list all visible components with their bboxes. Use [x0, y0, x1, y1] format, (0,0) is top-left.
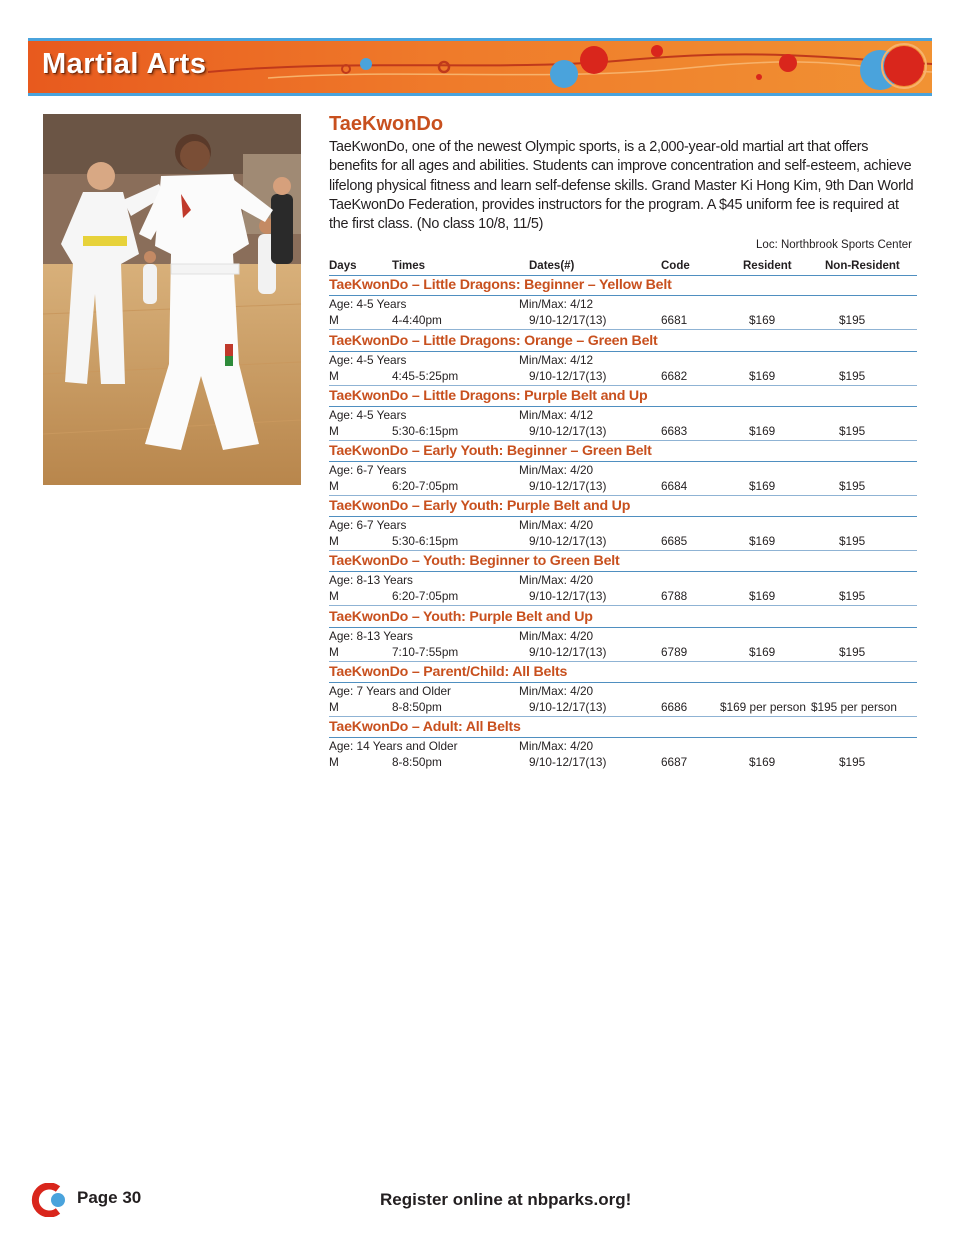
- course-entry: [329, 552, 917, 607]
- course-dates: 9/10-12/17(13): [529, 534, 607, 549]
- circle-decoration: [756, 74, 762, 80]
- course-entry: [329, 442, 917, 497]
- course-title: TaeKwonDo – Youth: Purple Belt and Up: [329, 608, 917, 628]
- photo-illustration: [43, 114, 301, 485]
- course-entry: [329, 332, 917, 387]
- course-time: 4-4:40pm: [392, 313, 442, 328]
- course-time: 4:45-5:25pm: [392, 368, 459, 383]
- course-title: TaeKwonDo – Little Dragons: Purple Belt and Up: [329, 387, 917, 407]
- column-resident: Resident: [743, 260, 792, 273]
- circle-decoration: [651, 45, 663, 57]
- course-day: M: [329, 699, 339, 714]
- course-entry: [329, 718, 917, 773]
- course-age: Age: 7 Years and Older: [329, 683, 451, 698]
- course-nonresident-fee: $195: [839, 754, 866, 769]
- column-code: Code: [661, 260, 690, 273]
- course-nonresident-fee: $195 per person: [811, 699, 897, 714]
- course-dates: 9/10-12/17(13): [529, 479, 607, 494]
- course-nonresident-fee: $195: [839, 479, 866, 494]
- location-label: Loc: Northbrook Sports Center: [756, 239, 912, 252]
- course-code: 6686: [661, 699, 688, 714]
- course-time: 5:30-6:15pm: [392, 534, 459, 549]
- row-divider: [329, 716, 917, 717]
- course-resident-fee: $169 per person: [720, 699, 806, 714]
- course-title: TaeKwonDo – Youth: Beginner to Green Belt: [329, 552, 917, 572]
- course-resident-fee: $169: [749, 423, 776, 438]
- course-title: TaeKwonDo – Adult: All Belts: [329, 718, 917, 738]
- course-resident-fee: $169: [749, 368, 776, 383]
- course-age: Age: 4-5 Years: [329, 352, 407, 367]
- row-divider: [329, 329, 917, 330]
- course-nonresident-fee: $195: [839, 644, 866, 659]
- banner-bottom-stripe: [28, 93, 932, 96]
- course-nonresident-fee: $195: [839, 313, 866, 328]
- course-age: Age: 14 Years and Older: [329, 738, 458, 753]
- course-entry: [329, 497, 917, 552]
- course-code: 6687: [661, 754, 688, 769]
- row-divider: [329, 605, 917, 606]
- course-resident-fee: $169: [749, 754, 776, 769]
- register-online-text: Register online at nbparks.org!: [380, 1190, 632, 1209]
- course-time: 5:30-6:15pm: [392, 423, 459, 438]
- course-age: Age: 8-13 Years: [329, 573, 413, 588]
- course-age: Age: 4-5 Years: [329, 297, 407, 312]
- course-title: TaeKwonDo – Little Dragons: Orange – Green Belt: [329, 332, 917, 352]
- row-divider: [329, 550, 917, 551]
- course-day: M: [329, 534, 339, 549]
- circle-decoration: [439, 62, 449, 72]
- course-dates: 9/10-12/17(13): [529, 368, 607, 383]
- taekwondo-photo: [43, 114, 301, 485]
- column-dates: Dates(#): [529, 260, 575, 273]
- course-code: 6682: [661, 368, 688, 383]
- row-divider: [329, 661, 917, 662]
- page-number: Page 30: [77, 1188, 142, 1207]
- circle-decoration: [580, 46, 608, 74]
- course-title: TaeKwonDo – Early Youth: Purple Belt and Up: [329, 497, 917, 517]
- course-minmax: Min/Max: 4/20: [519, 628, 594, 643]
- course-entry: [329, 663, 917, 718]
- course-day: M: [329, 423, 339, 438]
- course-code: 6789: [661, 644, 688, 659]
- course-code: 6681: [661, 313, 688, 328]
- course-nonresident-fee: $195: [839, 423, 866, 438]
- course-resident-fee: $169: [749, 644, 776, 659]
- section-banner: [28, 38, 932, 96]
- course-title: TaeKwonDo – Early Youth: Beginner – Green Belt: [329, 442, 917, 462]
- course-code: 6683: [661, 423, 688, 438]
- course-title: TaeKwonDo – Parent/Child: All Belts: [329, 663, 917, 683]
- course-resident-fee: $169: [749, 313, 776, 328]
- course-dates: 9/10-12/17(13): [529, 699, 607, 714]
- course-day: M: [329, 589, 339, 604]
- circle-decoration: [779, 54, 797, 72]
- course-time: 6:20-7:05pm: [392, 479, 459, 494]
- course-code: 6685: [661, 534, 688, 549]
- row-divider: [329, 385, 917, 386]
- course-day: M: [329, 313, 339, 328]
- park-district-logo-icon: [28, 1183, 68, 1222]
- course-minmax: Min/Max: 4/20: [519, 518, 594, 533]
- course-resident-fee: $169: [749, 479, 776, 494]
- course-minmax: Min/Max: 4/20: [519, 573, 594, 588]
- program-title: TaeKwonDo: [329, 113, 444, 135]
- course-code: 6684: [661, 479, 688, 494]
- row-divider: [329, 440, 917, 441]
- course-minmax: Min/Max: 4/20: [519, 683, 594, 698]
- course-dates: 9/10-12/17(13): [529, 589, 607, 604]
- course-minmax: Min/Max: 4/20: [519, 738, 594, 753]
- course-time: 6:20-7:05pm: [392, 589, 459, 604]
- column-times: Times: [392, 260, 426, 273]
- course-day: M: [329, 754, 339, 769]
- course-dates: 9/10-12/17(13): [529, 754, 607, 769]
- row-divider: [329, 495, 917, 496]
- course-resident-fee: $169: [749, 589, 776, 604]
- course-minmax: Min/Max: 4/12: [519, 352, 594, 367]
- course-age: Age: 6-7 Years: [329, 518, 407, 533]
- course-nonresident-fee: $195: [839, 589, 866, 604]
- course-code: 6788: [661, 589, 688, 604]
- page-title: Martial Arts: [42, 48, 207, 80]
- course-minmax: Min/Max: 4/12: [519, 297, 594, 312]
- circle-decoration: [360, 58, 372, 70]
- course-age: Age: 4-5 Years: [329, 407, 407, 422]
- course-entry: [329, 608, 917, 663]
- course-age: Age: 8-13 Years: [329, 628, 413, 643]
- course-dates: 9/10-12/17(13): [529, 313, 607, 328]
- column-days: Days: [329, 260, 357, 273]
- program-section: [329, 112, 917, 773]
- course-entry: [329, 276, 917, 331]
- course-resident-fee: $169: [749, 534, 776, 549]
- circle-decoration: [884, 46, 924, 86]
- course-minmax: Min/Max: 4/20: [519, 463, 594, 478]
- course-time: 8-8:50pm: [392, 699, 442, 714]
- program-description: TaeKwonDo, one of the newest Olympic sports, is a 2,000-year-old martial art that offers benefits for all ages and abilities. Students can improve concentration and self-esteem, achieve lifelong physical fitness and learn self-defense skills. Grand Master Ki Hong Kim, 9th Dan World TaeKwonDo Federation, provides instructors for the program. A $45 uniform fee is required at the first class. (No class 10/8, 11/5): [329, 139, 914, 233]
- course-nonresident-fee: $195: [839, 368, 866, 383]
- column-nonresident: Non-Resident: [825, 260, 900, 273]
- circle-decoration: [550, 60, 578, 88]
- course-dates: 9/10-12/17(13): [529, 644, 607, 659]
- course-entry: [329, 387, 917, 442]
- table-header: [329, 257, 917, 276]
- course-title: TaeKwonDo – Little Dragons: Beginner – Yellow Belt: [329, 276, 917, 296]
- course-dates: 9/10-12/17(13): [529, 423, 607, 438]
- course-nonresident-fee: $195: [839, 534, 866, 549]
- course-day: M: [329, 479, 339, 494]
- course-age: Age: 6-7 Years: [329, 463, 407, 478]
- course-time: 7:10-7:55pm: [392, 644, 459, 659]
- course-day: M: [329, 644, 339, 659]
- course-day: M: [329, 368, 339, 383]
- course-minmax: Min/Max: 4/12: [519, 407, 594, 422]
- course-time: 8-8:50pm: [392, 754, 442, 769]
